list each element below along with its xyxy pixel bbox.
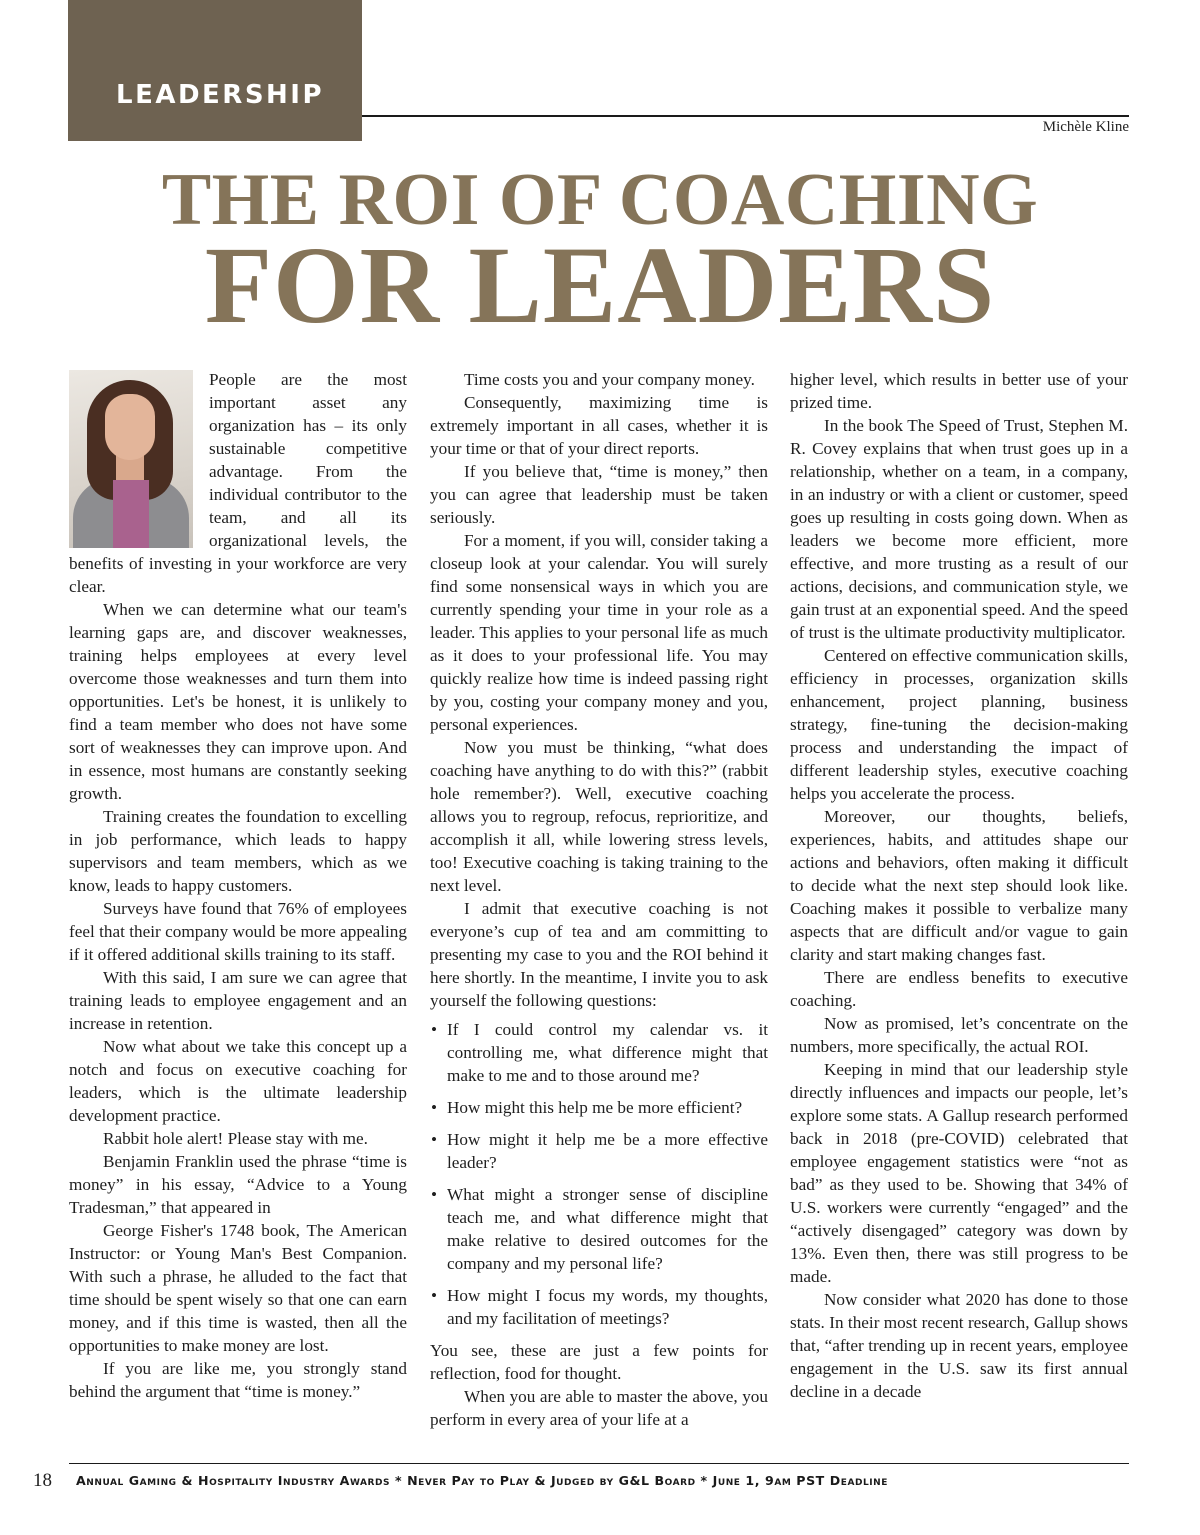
paragraph: There are endless benefits to executive coaching. [790,968,1128,1010]
paragraph: Keeping in mind that our leadership style directly influences and impacts our people, let’s explore some stats. A Gallup research performed back in 2018 (pre-COVID) celebrated that employee engagement statistics were “not as bad” as they used to be. Showing that 34% of U.S. workers were currently “engaged” and the “actively disengaged” category was down by 13%. Even then, there was still progress to be made. [790,1060,1128,1286]
paragraph: Time costs you and your company money. [464,370,755,389]
paragraph: Now you must be thinking, “what does coaching have anything to do with this?” (rabbit hole remember?). Well, executive coaching allows you to regroup, refocus, reprioritize, and accomplish it all, while lowering stress levels, too! Executive coaching is taking training to the next level. [430,738,768,895]
paragraph: Now what about we take this concept up a notch and focus on executive coaching for leaders, which is the ultimate leadership development practice. [69,1037,407,1125]
question-item: • If I could control my calendar vs. it controlling me, what difference might that make to me and to those around me? [430,1018,768,1087]
paragraph: Centered on effective communication skills, efficiency in processes, organization skills enhancement, project planning, business strategy, fine-tuning the decision-making process and understanding the impact of different leadership styles, executive coaching helps you accelerate the process. [790,646,1128,803]
footer-rule [69,1463,1129,1464]
header-rule [362,115,1129,117]
paragraph: People are the most important asset any organization has – its only sustainable competitive advantage. From the individual contributor to the team, and all its organizational levels, the benefits of investing in your workforce are very clear. [69,370,407,596]
article-title-line2: FOR LEADERS [204,224,996,346]
paragraph: Consequently, maximizing time is extremely important in all cases, whether it is your time or that of your direct reports. [430,393,768,458]
paragraph: You see, these are just a few points for reflection, food for thought. [430,1341,768,1383]
paragraph: If you are like me, you strongly stand behind the argument that “time is money.” [69,1359,407,1401]
question-item: • How might it help me be a more effective leader? [430,1128,768,1174]
paragraph: Surveys have found that 76% of employees feel that their company would be more appealing if it offered additional skills training to its staff. [69,899,407,964]
author-portrait-icon [69,370,193,548]
paragraph: Training creates the foundation to excelling in job performance, which leads to happy supervisors and team members, which as we know, leads to happy customers. [69,807,407,895]
column-2 [430,368,768,1431]
page-number: 18 [33,1470,52,1491]
paragraph: Benjamin Franklin used the phrase “time is money” in his essay, “Advice to a Young Tradesman,” that appeared in [69,1152,407,1217]
author-name: Michèle Kline [1042,119,1129,135]
paragraph: Rabbit hole alert! Please stay with me. [103,1129,368,1148]
section-label: LEADERSHIP [116,80,325,110]
paragraph: I admit that executive coaching is not everyone’s cup of tea and am committing to presenting my case to you and the ROI behind it here shortly. In the meantime, I invite you to ask yourself the following questions: [430,899,768,1010]
question-item: • How might I focus my words, my thoughts, and my facilitation of meetings? [430,1284,768,1330]
paragraph: If you believe that, “time is money,” then you can agree that leadership must be taken seriously. [430,462,768,527]
paragraph: Now as promised, let’s concentrate on the numbers, more specifically, the actual ROI. [790,1014,1128,1056]
paragraph: With this said, I am sure we can agree that training leads to employee engagement and an increase in retention. [69,968,407,1033]
paragraph: Now consider what 2020 has done to those stats. In their most recent research, Gallup shows that, “after trending up in recent years, employee engagement in the U.S. saw its first annual decline in a decade [790,1290,1128,1401]
question-list [430,1018,768,1330]
question-item: • What might a stronger sense of discipline teach me, and what difference might that make relative to desired outcomes for the company and my personal life? [430,1183,768,1275]
column-1 [69,368,407,1403]
footer-banner: Annual Gaming & Hospitality Industry Awards * Never Pay to Play & Judged by G&L Board * June 1, 9am PST Deadline [76,1473,888,1488]
paragraph: In the book The Speed of Trust, Stephen M. R. Covey explains that when trust goes up in a relationship, whether on a team, in a company, in an industry or with a client or customer, speed goes up resulting in costs going down. When as leaders we become more efficient, more effective, and more trusting as a result of our actions, decisions, and communication style, we gain trust at an exponential speed. And the speed of trust is the ultimate productivity multiplicator. [790,416,1128,642]
column-3 [790,368,1128,1403]
paragraph: George Fisher's 1748 book, The American Instructor: or Young Man's Best Companion. With such a phrase, he alluded to the fact that time should be spent wisely so that one can earn money, and if this time is wasted, then all the opportunities to make money are lost. [69,1221,407,1355]
section-tab [68,0,362,141]
paragraph: When we can determine what our team's learning gaps are, and discover weaknesses, training helps employees at every level overcome those weaknesses and turn them into opportunities. Let's be honest, it is unlikely to find a team member who does not have some sort of weaknesses they can improve upon. And in essence, most humans are constantly seeking growth. [69,600,407,803]
paragraph: For a moment, if you will, consider taking a closeup look at your calendar. You will surely find some nonsensical ways in which you are currently spending your time in your role as a leader. This applies to your personal life as much as it does to your professional life. You may quickly realize how time is indeed passing right by you, costing your company money and you, personal experiences. [430,531,768,734]
paragraph: higher level, which results in better use of your prized time. [790,370,1128,412]
question-item: • How might this help me be more efficient? [430,1096,768,1119]
article-title-line1: THE ROI OF COACHING [161,159,1039,241]
paragraph: Moreover, our thoughts, beliefs, experiences, habits, and attitudes shape our actions and behaviors, often making it difficult to decide what the next step should look like. Coaching makes it possible to verbalize many aspects that are difficult and/or vague to gain clarity and start making changes fast. [790,807,1128,964]
paragraph: When you are able to master the above, you perform in every area of your life at a [430,1387,768,1429]
